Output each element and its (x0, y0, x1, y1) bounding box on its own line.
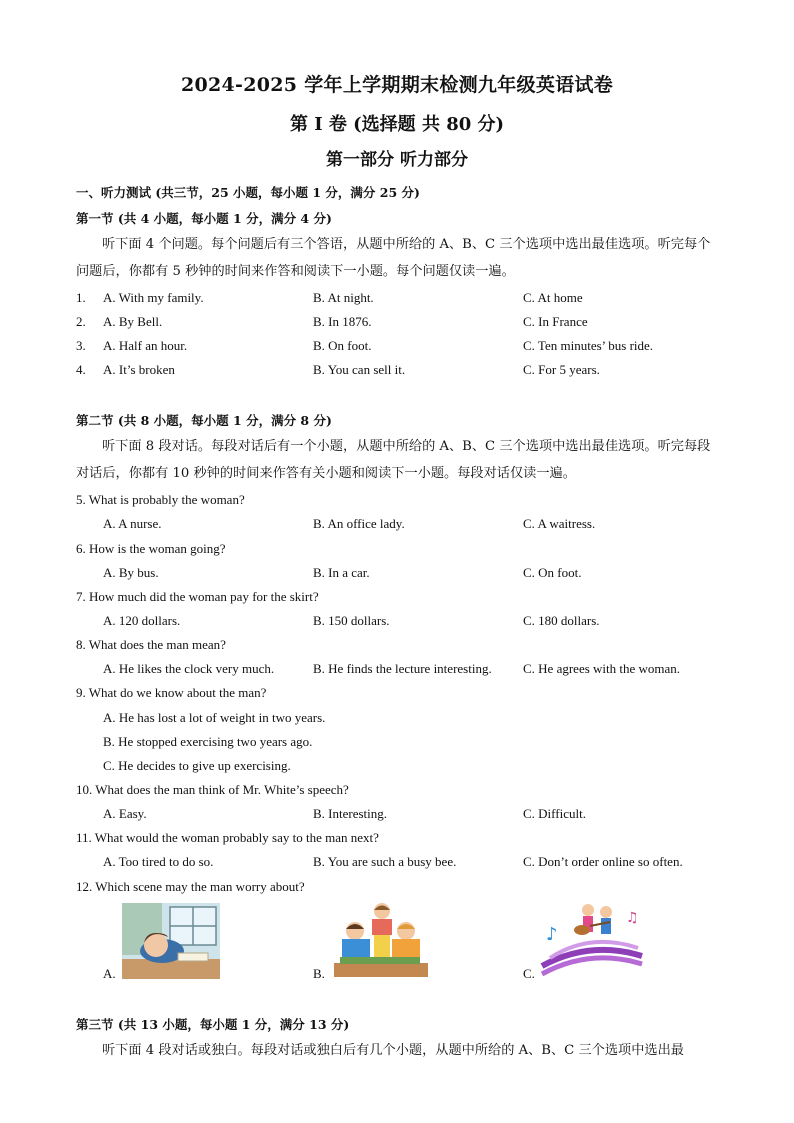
svg-text:♪: ♪ (546, 924, 558, 945)
music-performers-image (540, 900, 644, 980)
question-number: 2. (76, 314, 86, 329)
option-b: B. At night. (313, 290, 374, 305)
option-a: A. By bus. (103, 565, 159, 580)
kids-reading-image (330, 901, 432, 979)
section3-heading: 第三节 (共 13 小题，每小题 1 分，满分 13 分) (76, 1017, 350, 1032)
question-stem: 9. What do we know about the man? (76, 685, 267, 700)
part-title: 第一部分 听力部分 (326, 150, 468, 170)
question-number: 4. (76, 362, 86, 377)
question-stem: 10. What does the man think of Mr. White’s speech? (76, 782, 349, 797)
option-a: A. (103, 966, 116, 981)
option-b: B. In 1876. (313, 314, 372, 329)
option-a: A. A nurse. (103, 516, 162, 531)
option-c: C. At home (523, 290, 583, 305)
option-a: A. He has lost a lot of weight in two years. (103, 710, 326, 725)
option-b: B. You are such a busy bee. (313, 854, 457, 869)
option-a: A. 120 dollars. (103, 613, 181, 628)
section1-heading: 第一节 (共 4 小题，每小题 1 分，满分 4 分) (76, 211, 332, 226)
option-a: A. Easy. (103, 806, 147, 821)
section-main-heading: 一、听力测试 (共三节，25 小题，每小题 1 分，满分 25 分) (76, 185, 420, 200)
option-a: A. Half an hour. (103, 338, 188, 353)
question-number: 3. (76, 338, 86, 353)
question-stem: 11. What would the woman probably say to the man next? (76, 830, 379, 845)
section3-instructions: 听下面 4 段对话或独白。每段对话或独白后有几个小题，从题中所给的 A、B、C 三个选项中选出最 (102, 1043, 684, 1058)
option-b: B. He stopped exercising two years ago. (103, 734, 313, 749)
question-stem: 8. What does the man mean? (76, 637, 226, 652)
option-a: A. By Bell. (103, 314, 163, 329)
option-c: C. In France (523, 314, 588, 329)
option-b: B. 150 dollars. (313, 613, 390, 628)
sleeping-student-image (122, 903, 220, 979)
volume-title: 第 Ⅰ 卷 (选择题 共 80 分) (289, 114, 505, 135)
question-stem: 7. How much did the woman pay for the skirt? (76, 589, 319, 604)
option-b: B. On foot. (313, 338, 372, 353)
option-b: B. In a car. (313, 565, 370, 580)
option-a: A. It’s broken (103, 362, 175, 377)
option-c: C. A waitress. (523, 516, 596, 531)
question-stem: 12. Which scene may the man worry about? (76, 879, 305, 894)
option-c: C. Ten minutes’ bus ride. (523, 338, 654, 353)
option-c: C. Difficult. (523, 806, 586, 821)
option-c: C. He agrees with the woman. (523, 661, 681, 676)
option-b: B. You can sell it. (313, 362, 406, 377)
option-a: A. With my family. (103, 290, 204, 305)
section1-instructions: 听下面 4 个问题。每个问题后有三个答语，从题中所给的 A、B、C 三个选项中选出最佳选项。听完每个问题后，你都有 5 秒钟的时间来作答和阅读下一小题。每个问题仅读一遍。 (76, 237, 711, 279)
option-b: B. Interesting. (313, 806, 388, 821)
question-number: 1. (76, 290, 86, 305)
section2-instructions: 听下面 8 段对话。每段对话后有一个小题，从题中所给的 A、B、C 三个选项中选出最佳选项。听完每段对话后，你都有 10 秒钟的时间来作答有关小题和阅读下一小题。每段对话仅读一遍。 (76, 439, 711, 481)
option-b: B. (313, 966, 325, 981)
exam-title: 2024-2025 学年上学期期末检测九年级英语试卷 (180, 74, 614, 96)
option-c: C. 180 dollars. (523, 613, 600, 628)
question-stem: 5. What is probably the woman? (76, 492, 245, 507)
option-b: B. He finds the lecture interesting. (313, 661, 492, 676)
option-a: A. Too tired to do so. (103, 854, 214, 869)
option-a: A. He likes the clock very much. (103, 661, 275, 676)
option-c: C. On foot. (523, 565, 582, 580)
section2-heading: 第二节 (共 8 小题，每小题 1 分，满分 8 分) (76, 413, 332, 428)
option-c: C. He decides to give up exercising. (103, 758, 291, 773)
svg-text:♫: ♫ (626, 910, 639, 926)
option-b: B. An office lady. (313, 516, 405, 531)
option-c: C. For 5 years. (523, 362, 600, 377)
option-c: C. Don’t order online so often. (523, 854, 683, 869)
question-stem: 6. How is the woman going? (76, 541, 226, 556)
option-c: C. (523, 966, 535, 981)
